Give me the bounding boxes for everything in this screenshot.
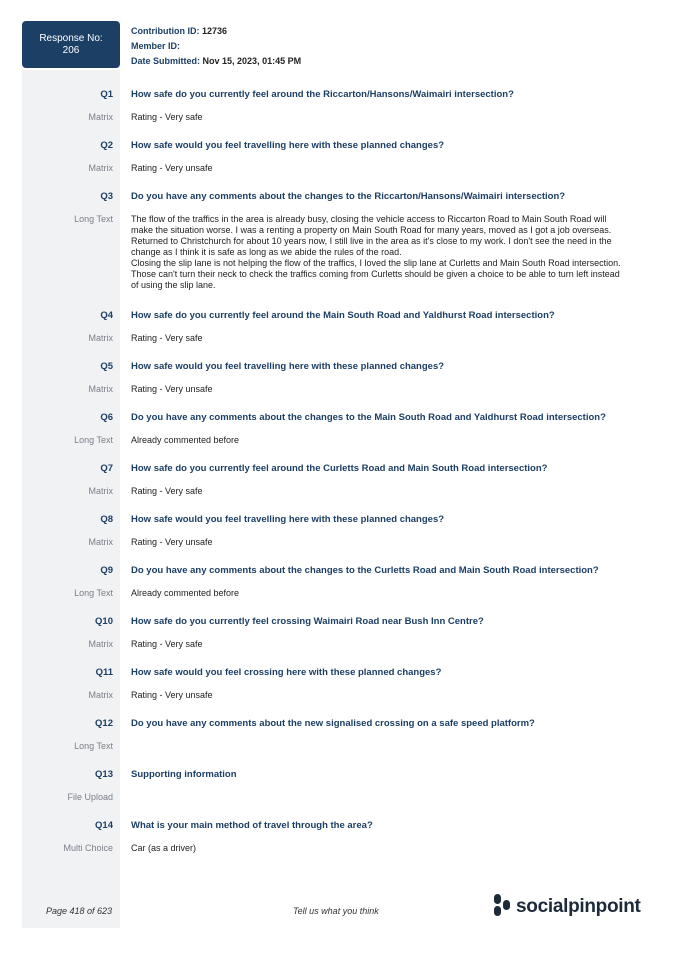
question-text: How safe do you currently feel around the Curletts Road and Main South Road intersection? bbox=[131, 463, 548, 474]
question-text: How safe do you currently feel around the Main South Road and Yaldhurst Road intersection? bbox=[131, 310, 555, 321]
question-number: Q9 bbox=[100, 565, 113, 576]
question-text: Do you have any comments about the changes to the Curletts Road and Main South Road intersection? bbox=[131, 565, 599, 576]
question-text: Supporting information bbox=[131, 769, 237, 780]
question-type: Matrix bbox=[88, 163, 113, 173]
question-type: File Upload bbox=[67, 792, 113, 802]
question-text: How safe would you feel crossing here with these planned changes? bbox=[131, 667, 442, 678]
question-number: Q4 bbox=[100, 310, 113, 321]
footer-tagline: Tell us what you think bbox=[293, 906, 379, 916]
question-type: Matrix bbox=[88, 690, 113, 700]
question-number: Q10 bbox=[95, 616, 113, 627]
question-type: Long Text bbox=[74, 588, 113, 598]
question-answer: Car (as a driver) bbox=[131, 843, 197, 853]
socialpinpoint-logo bbox=[493, 894, 641, 920]
pinpoint-logo-icon bbox=[493, 893, 511, 922]
question-answer-long: The flow of the traffics in the area is already busy, closing the vehicle access to Riccarton Road to Main South Road will make the situation worse. I was a renting a property on Main South Road for many years, moved as I got a job overseas. Returned to Christchurch for about 10 years now, I still live in the area as it's close to my work. I don't see the need in the change as I think it is safe as long as we abide the rules of the road. Closing the slip lane is not helping the flow of the traffics, I loved the slip lane at Curletts and Main South Road intersection. Those can't turn their neck to check the traffics coming from Curletts should be given a choice to be able to turn left instead of using the slip lane. bbox=[131, 214, 621, 290]
contribution-row bbox=[131, 24, 301, 39]
question-text: Do you have any comments about the changes to the Riccarton/Hansons/Waimairi intersection? bbox=[131, 191, 566, 202]
question-text: Do you have any comments about the changes to the Main South Road and Yaldhurst Road intersection? bbox=[131, 412, 606, 423]
question-number: Q3 bbox=[100, 191, 113, 202]
member-label: Member ID: bbox=[131, 41, 181, 51]
question-answer: Already commented before bbox=[131, 588, 240, 598]
question-type: Long Text bbox=[74, 741, 113, 751]
response-badge bbox=[22, 21, 120, 68]
question-answer: Rating - Very safe bbox=[131, 486, 203, 496]
question-number: Q5 bbox=[100, 361, 113, 372]
question-type: Matrix bbox=[88, 639, 113, 649]
question-number: Q14 bbox=[95, 820, 113, 831]
question-type: Matrix bbox=[88, 112, 113, 122]
contribution-label: Contribution ID: bbox=[131, 26, 200, 36]
question-answer: Rating - Very safe bbox=[131, 639, 203, 649]
question-answer: Already commented before bbox=[131, 435, 240, 445]
question-type: Multi Choice bbox=[63, 843, 113, 853]
question-type: Long Text bbox=[74, 435, 113, 445]
question-number: Q1 bbox=[100, 89, 113, 100]
question-number: Q11 bbox=[95, 667, 113, 678]
question-text: What is your main method of travel through the area? bbox=[131, 820, 373, 831]
date-row bbox=[131, 54, 301, 69]
question-text: How safe would you feel travelling here with these planned changes? bbox=[131, 514, 445, 525]
member-row bbox=[131, 39, 301, 54]
question-number: Q7 bbox=[100, 463, 113, 474]
question-type: Matrix bbox=[88, 384, 113, 394]
question-type: Matrix bbox=[88, 486, 113, 496]
question-text: How safe would you feel travelling here with these planned changes? bbox=[131, 140, 445, 151]
question-type: Long Text bbox=[74, 214, 113, 224]
question-answer: Rating - Very unsafe bbox=[131, 384, 213, 394]
question-answer: Rating - Very unsafe bbox=[131, 537, 213, 547]
page-number: Page 418 of 623 bbox=[46, 906, 113, 916]
question-answer: Rating - Very unsafe bbox=[131, 163, 213, 173]
question-number: Q12 bbox=[95, 718, 113, 729]
submission-meta bbox=[131, 24, 301, 69]
question-number: Q8 bbox=[100, 514, 113, 525]
contribution-id: 12736 bbox=[202, 26, 228, 36]
question-answer: Rating - Very safe bbox=[131, 112, 203, 122]
question-text: How safe do you currently feel around the Riccarton/Hansons/Waimairi intersection? bbox=[131, 89, 514, 100]
question-text: How safe would you feel travelling here with these planned changes? bbox=[131, 361, 445, 372]
question-number: Q2 bbox=[100, 140, 113, 151]
question-number: Q13 bbox=[95, 769, 113, 780]
response-label: Response No: bbox=[39, 32, 103, 44]
date-label: Date Submitted: bbox=[131, 56, 201, 66]
question-text: Do you have any comments about the new signalised crossing on a safe speed platform? bbox=[131, 718, 535, 729]
question-type: Matrix bbox=[88, 333, 113, 343]
question-number: Q6 bbox=[100, 412, 113, 423]
question-type: Matrix bbox=[88, 537, 113, 547]
question-answer: Rating - Very unsafe bbox=[131, 690, 213, 700]
date-submitted: Nov 15, 2023, 01:45 PM bbox=[202, 56, 302, 66]
question-answer: Rating - Very safe bbox=[131, 333, 203, 343]
logo-text: socialpinpoint bbox=[516, 896, 641, 917]
question-text: How safe do you currently feel crossing Waimairi Road near Bush Inn Centre? bbox=[131, 616, 484, 627]
response-number: 206 bbox=[62, 44, 80, 56]
